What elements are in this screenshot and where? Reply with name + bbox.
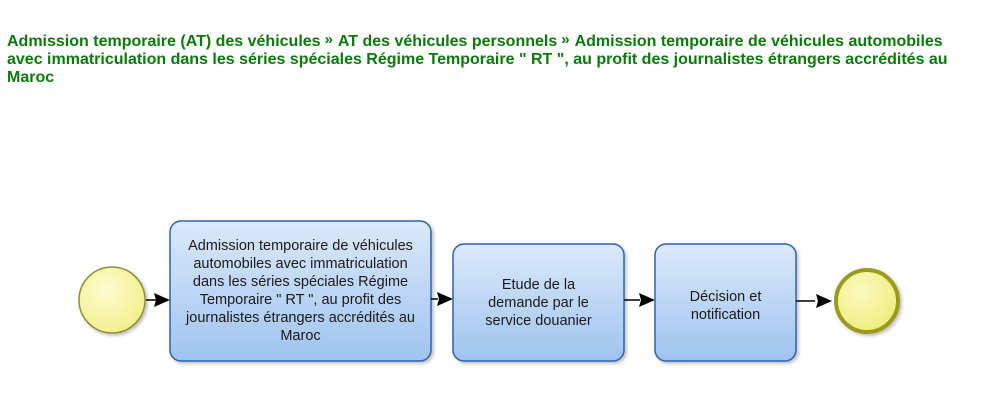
end-event — [836, 270, 898, 332]
sequence-flow-arrow — [431, 292, 453, 306]
task-etude-demande-label: Etude de la demande par le service douanier — [485, 276, 592, 329]
start-event — [79, 267, 145, 333]
breadcrumb-item-current-procedure: Admission temporaire de véhicules automobiles avec immatriculation dans les séries spéciales Régime Temporaire " RT ", au profit des journalistes étrangers accrédités au Maroc — [7, 33, 948, 86]
breadcrumb-item-at-vehicules-personnels[interactable]: AT des véhicules personnels — [337, 33, 558, 50]
sequence-flow-arrow — [796, 294, 832, 308]
breadcrumb-separator-icon: » — [561, 31, 570, 48]
breadcrumb-separator-icon: » — [324, 31, 333, 48]
sequence-flow-arrow — [146, 293, 170, 307]
task-admission-temporaire-label: Admission temporaire de véhicules automobiles avec immatriculation dans les séries spéciales Régime Temporaire " RT ", au profit des journalistes étrangers accrédités au Maroc — [186, 238, 415, 344]
task-decision-notification-label: Décision et notification — [689, 289, 762, 323]
sequence-flow-arrow — [624, 293, 655, 307]
breadcrumb-item-at-vehicules[interactable]: Admission temporaire (AT) des véhicules — [7, 33, 321, 50]
